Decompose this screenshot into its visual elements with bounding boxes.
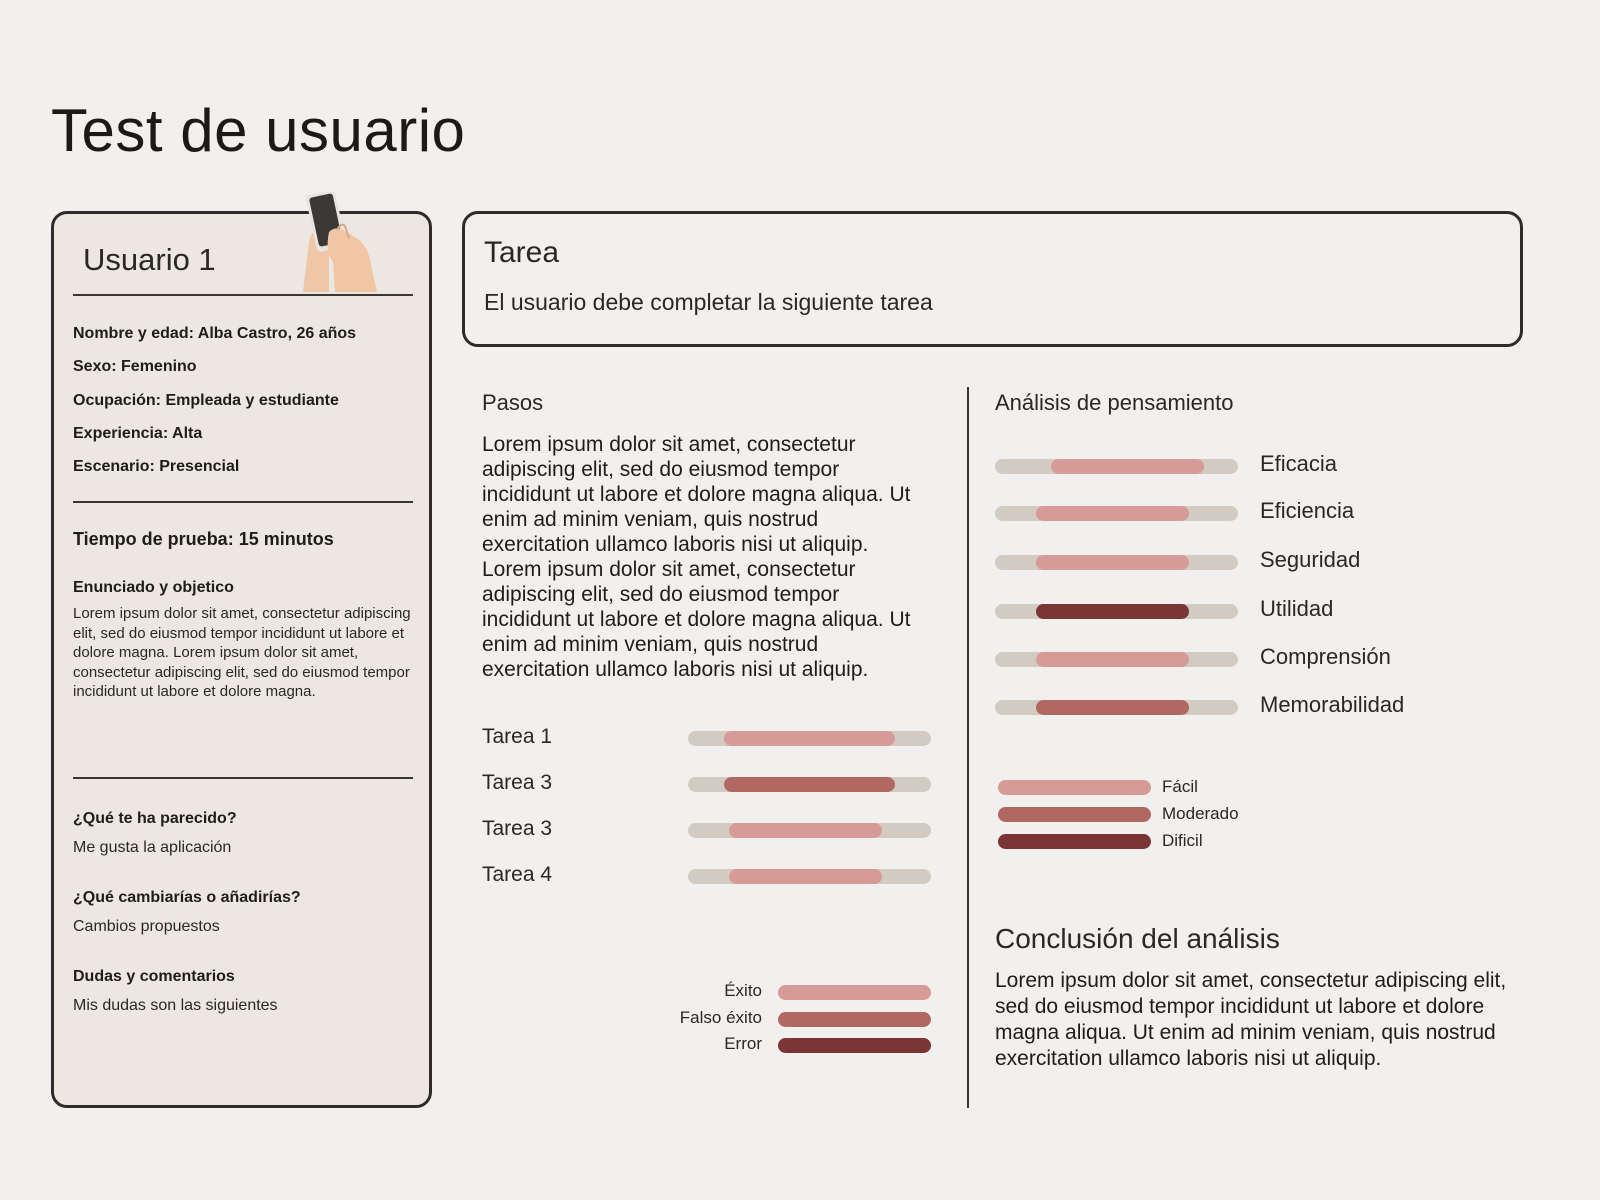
analysis-row-track	[995, 604, 1238, 619]
user-field-name-age: Nombre y edad: Alba Castro, 26 años	[73, 325, 357, 342]
analysis-row-track	[995, 555, 1238, 570]
task-row-fill	[724, 731, 894, 746]
analysis-title: Análisis de pensamiento	[995, 390, 1234, 415]
analysis-legend-swatch	[998, 807, 1151, 822]
analysis-legend-label: Fácil	[1162, 777, 1198, 796]
analysis-row-label: Utilidad	[1260, 596, 1334, 621]
analysis-row-track	[995, 652, 1238, 667]
statement-heading: Enunciado y objetico	[73, 579, 234, 596]
analysis-row-label: Eficiencia	[1260, 498, 1355, 523]
analysis-legend-swatch	[998, 780, 1151, 795]
divider-rule	[73, 777, 413, 779]
analysis-row-fill	[1036, 652, 1189, 667]
task-description: El usuario debe completar la siguiente tarea	[484, 289, 933, 315]
task-row-label: Tarea 3	[482, 817, 553, 840]
task-row-fill	[724, 777, 894, 792]
analysis-row-label: Seguridad	[1260, 547, 1361, 572]
task-row-label: Tarea 4	[482, 863, 553, 886]
user-field-occupation: Ocupación: Empleada y estudiante	[73, 392, 339, 409]
column-divider	[967, 387, 969, 1108]
question-changes: ¿Qué cambiarías o añadirías?	[73, 889, 301, 906]
steps-text: Lorem ipsum dolor sit amet, consectetur adipiscing elit, sed do eiusmod tempor incididunt ut labore et dolore magna aliqua. Ut enim ad minim veniam, quis nostrud exercitation ullamco laboris nisi ut aliquip. Lorem ipsum dolor sit amet, consectetur adipiscing elit, sed do eiusmod tempor incididunt ut labore et dolore magna aliqua. Ut enim ad minim veniam, quis nostrud exercitation ullamco laboris nisi ut aliquip.	[482, 433, 911, 681]
question-opinion: ¿Qué te ha parecido?	[73, 810, 237, 827]
analysis-row-track	[995, 459, 1238, 474]
hand-phone-illustration	[299, 192, 389, 292]
divider-rule	[73, 501, 413, 503]
analysis-row-fill	[1051, 459, 1204, 474]
user-field-experience: Experiencia: Alta	[73, 425, 203, 442]
analysis-legend-swatch	[998, 834, 1151, 849]
analysis-legend-label: Moderado	[1162, 804, 1239, 823]
task-legend-swatch	[778, 985, 931, 1000]
divider-rule	[73, 294, 413, 296]
analysis-row-label: Comprensión	[1260, 644, 1391, 669]
analysis-row-track	[995, 506, 1238, 521]
question-doubts: Dudas y comentarios	[73, 968, 235, 985]
test-time: Tiempo de prueba: 15 minutos	[73, 529, 334, 549]
analysis-row-label: Eficacia	[1260, 451, 1338, 476]
user-field-sex: Sexo: Femenino	[73, 358, 197, 375]
task-row-track	[688, 823, 931, 838]
task-row-label: Tarea 1	[482, 725, 553, 748]
answer-doubts: Mis dudas son las siguientes	[73, 997, 278, 1014]
analysis-row-label: Memorabilidad	[1260, 692, 1405, 717]
task-box	[462, 211, 1523, 347]
task-row-fill	[729, 869, 882, 884]
analysis-row-fill	[1036, 700, 1189, 715]
task-legend-label: Error	[724, 1034, 762, 1053]
user-field-scenario: Escenario: Presencial	[73, 458, 240, 475]
steps-title: Pasos	[482, 390, 544, 415]
user-title: Usuario 1	[83, 242, 216, 277]
task-row-track	[688, 731, 931, 746]
task-legend-swatch	[778, 1038, 931, 1053]
task-legend-swatch	[778, 1012, 931, 1027]
task-title: Tarea	[484, 236, 560, 269]
task-row-fill	[729, 823, 882, 838]
user-card	[51, 211, 432, 1108]
answer-changes: Cambios propuestos	[73, 918, 220, 935]
analysis-row-fill	[1036, 506, 1189, 521]
page-title: Test de usuario	[51, 97, 466, 164]
statement-text: Lorem ipsum dolor sit amet, consectetur adipiscing elit, sed do eiusmod tempor incididunt ut labore et dolore magna. Lorem ipsum dolor sit amet, consectetur adipiscing elit, sed do eiusmod tempor incididunt ut labore et dolore magna.	[73, 605, 411, 700]
analysis-row-fill	[1036, 555, 1189, 570]
task-row-label: Tarea 3	[482, 771, 553, 794]
task-legend-label: Éxito	[724, 981, 762, 1000]
analysis-row-fill	[1036, 604, 1189, 619]
answer-opinion: Me gusta la aplicación	[73, 839, 232, 856]
task-row-track	[688, 777, 931, 792]
conclusion-text: Lorem ipsum dolor sit amet, consectetur adipiscing elit, sed do eiusmod tempor incididunt ut labore et dolore magna aliqua. Ut enim ad minim veniam, quis nostrud exercitation ullamco laboris nisi ut aliquip.	[995, 969, 1507, 1070]
conclusion-title: Conclusión del análisis	[995, 923, 1280, 954]
task-legend-label: Falso éxito	[679, 1008, 762, 1027]
analysis-legend-label: Dificil	[1162, 831, 1203, 850]
analysis-row-track	[995, 700, 1238, 715]
task-row-track	[688, 869, 931, 884]
